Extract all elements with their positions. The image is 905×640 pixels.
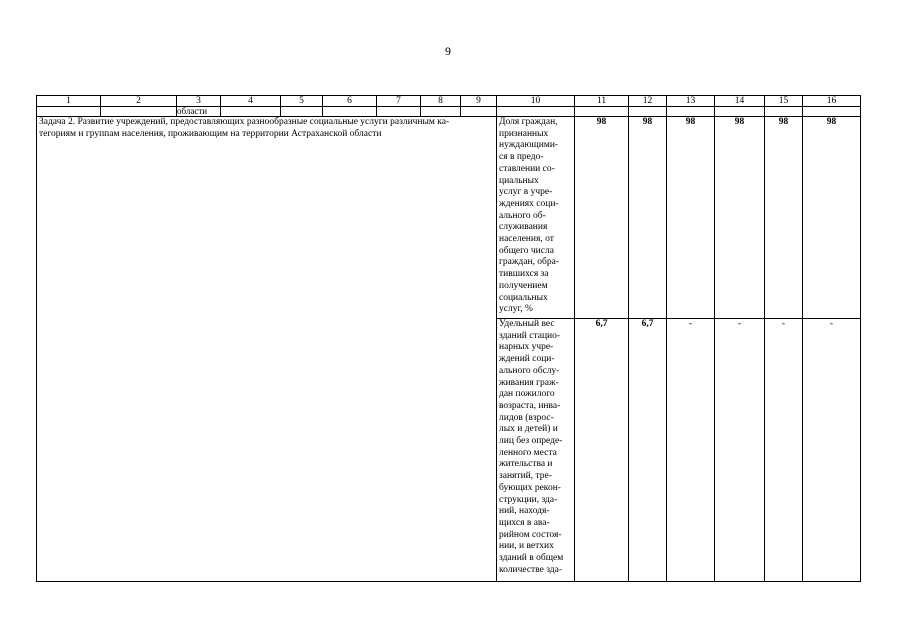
sub-header-oblasti: области bbox=[177, 107, 221, 117]
column-header: 13 bbox=[667, 96, 715, 107]
indicator-line: занятий, тре- bbox=[499, 471, 552, 482]
indicator-name bbox=[497, 117, 575, 319]
indicator-line: циальных bbox=[499, 175, 539, 186]
task-text-line: тегориям и группам населения, проживающим на территории Астраханской области bbox=[39, 128, 382, 139]
column-header: 3 bbox=[177, 96, 221, 107]
value-cell: - bbox=[765, 319, 803, 582]
column-number-row bbox=[37, 96, 861, 107]
indicator-line: жительства и bbox=[499, 459, 553, 470]
column-header: 5 bbox=[281, 96, 323, 107]
column-header: 16 bbox=[803, 96, 861, 107]
indicator-line: бующих рекон- bbox=[499, 482, 561, 493]
indicator-line: ждений соци- bbox=[499, 354, 555, 365]
indicator-line: количестве зда- bbox=[499, 564, 562, 575]
indicator-line: населения, от bbox=[499, 234, 554, 245]
table-row bbox=[37, 117, 861, 319]
indicator-line: ального обслу- bbox=[499, 365, 560, 376]
indicator-line: дан пожилого bbox=[499, 389, 555, 400]
indicator-line: лиц без опреде- bbox=[499, 436, 563, 447]
indicator-line: щихся в ава- bbox=[499, 517, 550, 528]
value-cell: 98 bbox=[765, 117, 803, 319]
page-number: 9 bbox=[445, 44, 451, 58]
indicator-line: услуг, % bbox=[499, 304, 533, 315]
indicator-line: лых и детей) и bbox=[499, 424, 558, 435]
column-header: 2 bbox=[101, 96, 177, 107]
column-header: 6 bbox=[323, 96, 377, 107]
value-cell: 6,7 bbox=[575, 319, 629, 582]
column-header: 12 bbox=[629, 96, 667, 107]
indicator-line: струкции, зда- bbox=[499, 494, 558, 505]
indicator-line: тившихся за bbox=[499, 269, 549, 280]
indicator-line: живания граж- bbox=[499, 377, 559, 388]
indicator-line: услуг в учре- bbox=[499, 187, 553, 198]
value-cell: - bbox=[667, 319, 715, 582]
indicator-line: зданий стацио- bbox=[499, 330, 561, 341]
column-header: 15 bbox=[765, 96, 803, 107]
value-cell: 98 bbox=[715, 117, 765, 319]
column-header: 1 bbox=[37, 96, 101, 107]
task-description bbox=[37, 117, 497, 582]
value-cell: - bbox=[803, 319, 861, 582]
indicator-line: ний, находя- bbox=[499, 506, 550, 517]
value-cell: 98 bbox=[667, 117, 715, 319]
indicator-line: ального об- bbox=[499, 210, 546, 221]
column-header: 8 bbox=[421, 96, 461, 107]
value-cell: 98 bbox=[575, 117, 629, 319]
indicator-line: рийном состоя- bbox=[499, 529, 562, 540]
indicator-line: социальных bbox=[499, 292, 548, 303]
column-header: 7 bbox=[377, 96, 421, 107]
value-cell: 6,7 bbox=[629, 319, 667, 582]
column-header: 9 bbox=[461, 96, 497, 107]
sub-header-row bbox=[37, 107, 861, 117]
indicators-table bbox=[36, 95, 861, 582]
column-header: 10 bbox=[497, 96, 575, 107]
column-header: 11 bbox=[575, 96, 629, 107]
indicator-line: получением bbox=[499, 280, 548, 291]
value-cell: - bbox=[715, 319, 765, 582]
column-header: 4 bbox=[221, 96, 281, 107]
task-text-line: Задача 2. Развитие учреждений, предоставляющих разнообразные социальные услуги различным ка- bbox=[39, 117, 450, 127]
indicator-line: служивания bbox=[499, 222, 548, 233]
indicator-line: Доля граждан, bbox=[499, 117, 558, 127]
column-header: 14 bbox=[715, 96, 765, 107]
indicator-line: нуждающими- bbox=[499, 140, 559, 151]
indicator-line: нарных учре- bbox=[499, 342, 554, 353]
value-cell: 98 bbox=[629, 117, 667, 319]
indicator-line: ставлении со- bbox=[499, 163, 555, 174]
indicator-line: нии, и ветхих bbox=[499, 541, 554, 552]
indicator-line: ждениях соци- bbox=[499, 198, 559, 209]
indicator-line: лидов (взрос- bbox=[499, 412, 554, 423]
indicator-line: возраста, инва- bbox=[499, 400, 561, 411]
indicator-name bbox=[497, 319, 575, 582]
indicator-line: ся в предо- bbox=[499, 152, 544, 163]
indicator-line: признанных bbox=[499, 128, 549, 139]
indicator-line: Удельный вес bbox=[499, 319, 555, 329]
indicator-line: ленного места bbox=[499, 447, 557, 458]
indicator-line: зданий в общем bbox=[499, 553, 564, 564]
indicator-line: общего числа bbox=[499, 245, 554, 256]
value-cell: 98 bbox=[803, 117, 861, 319]
indicator-line: граждан, обра- bbox=[499, 257, 560, 268]
